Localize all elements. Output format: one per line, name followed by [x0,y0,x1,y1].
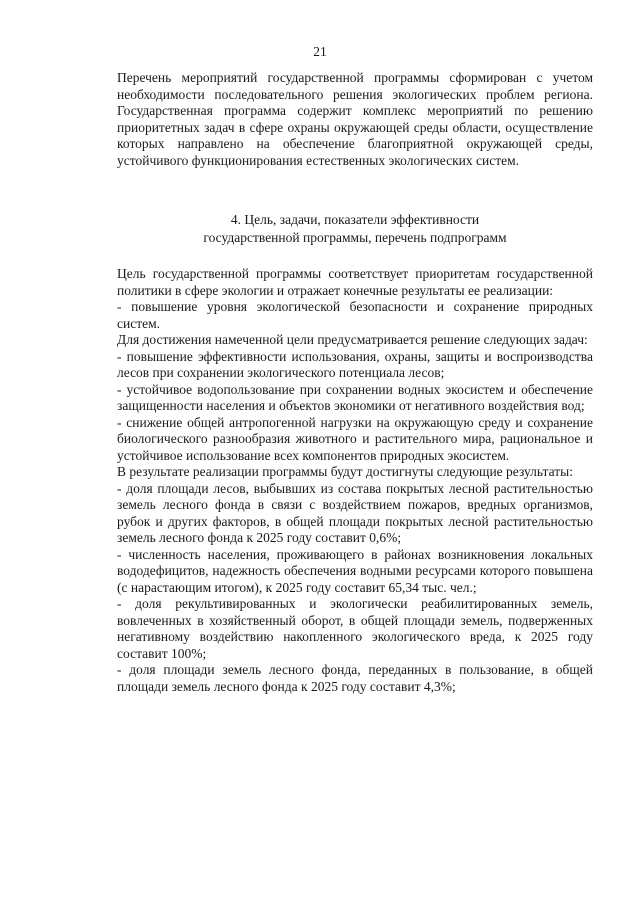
section-heading [117,211,593,247]
result-item-1: - доля площади лесов, выбывших из состава покрытых лесной растительностью земель лесного фонда в связи с воздействием пожаров, вредных организмов, рубок и других факторов, в общей площади покрытых лесной растительностью земель лесного фонда к 2025 году составит 0,6%; [117,480,593,545]
page-number: 21 [313,44,327,59]
results-intro-paragraph: В результате реализации программы будут достигнуты следующие результаты: [117,464,573,479]
result-item-3: - доля рекультивированных и экологически реабилитированных земель, вовлеченных в хозяйственный оборот, в общей площади земель, подверженных негативному воздействию накопленного экологического вреда, к 2025 году составит 100%; [117,596,593,661]
result-item-2: - численность населения, проживающего в районах возникновения локальных вододефицитов, надежность обеспечения водными ресурсами которого повышена (с нарастающим итогом), к 2025 году составит 65,34 тыс. чел.; [117,546,593,595]
task-item-2: - устойчивое водопользование при сохранении водных экосистем и обеспечение защищенности населения и объектов экономики от негативного воздействия вод; [117,381,593,413]
section-heading-line1: 4. Цель, задачи, показатели эффективности [230,212,480,227]
task-item-3: - снижение общей антропогенной нагрузки на окружающую среду и сохранение биологического разнообразия животного и растительного мира, рациональное и устойчивое использование всех компонентов природных экосистем. [117,414,593,463]
section-heading-line2: государственной программы, перечень подпрограмм [203,230,507,245]
tasks-intro-paragraph: Для достижения намеченной цели предусматривается решение следующих задач: [117,332,588,347]
result-item-4: - доля площади земель лесного фонда, переданных в пользование, в общей площади земель лесного фонда к 2025 году составит 4,3%; [117,662,593,694]
task-item-1: - повышение эффективности использования, охраны, защиты и воспроизводства лесов при сохранении экологического потенциала лесов; [117,348,593,380]
intro-section [117,70,593,169]
goal-item: - повышение уровня экологической безопасности и сохранение природных систем. [117,299,593,331]
goal-intro-paragraph: Цель государственной программы соответствует приоритетам государственной политики в сфере экологии и отражает конечные результаты ее реализации: [117,266,593,298]
intro-paragraph: Перечень мероприятий государственной программы сформирован с учетом необходимости последовательного решения экологических проблем региона. Государственная программа содержит комплекс мероприятий по решению приоритетных задач в сфере охраны окружающей среды области, осуществление которых направлено на обеспечение благоприятной окружающей среды, устойчивого функционирования естественных экологических систем. [117,70,593,168]
body-section [117,266,593,695]
